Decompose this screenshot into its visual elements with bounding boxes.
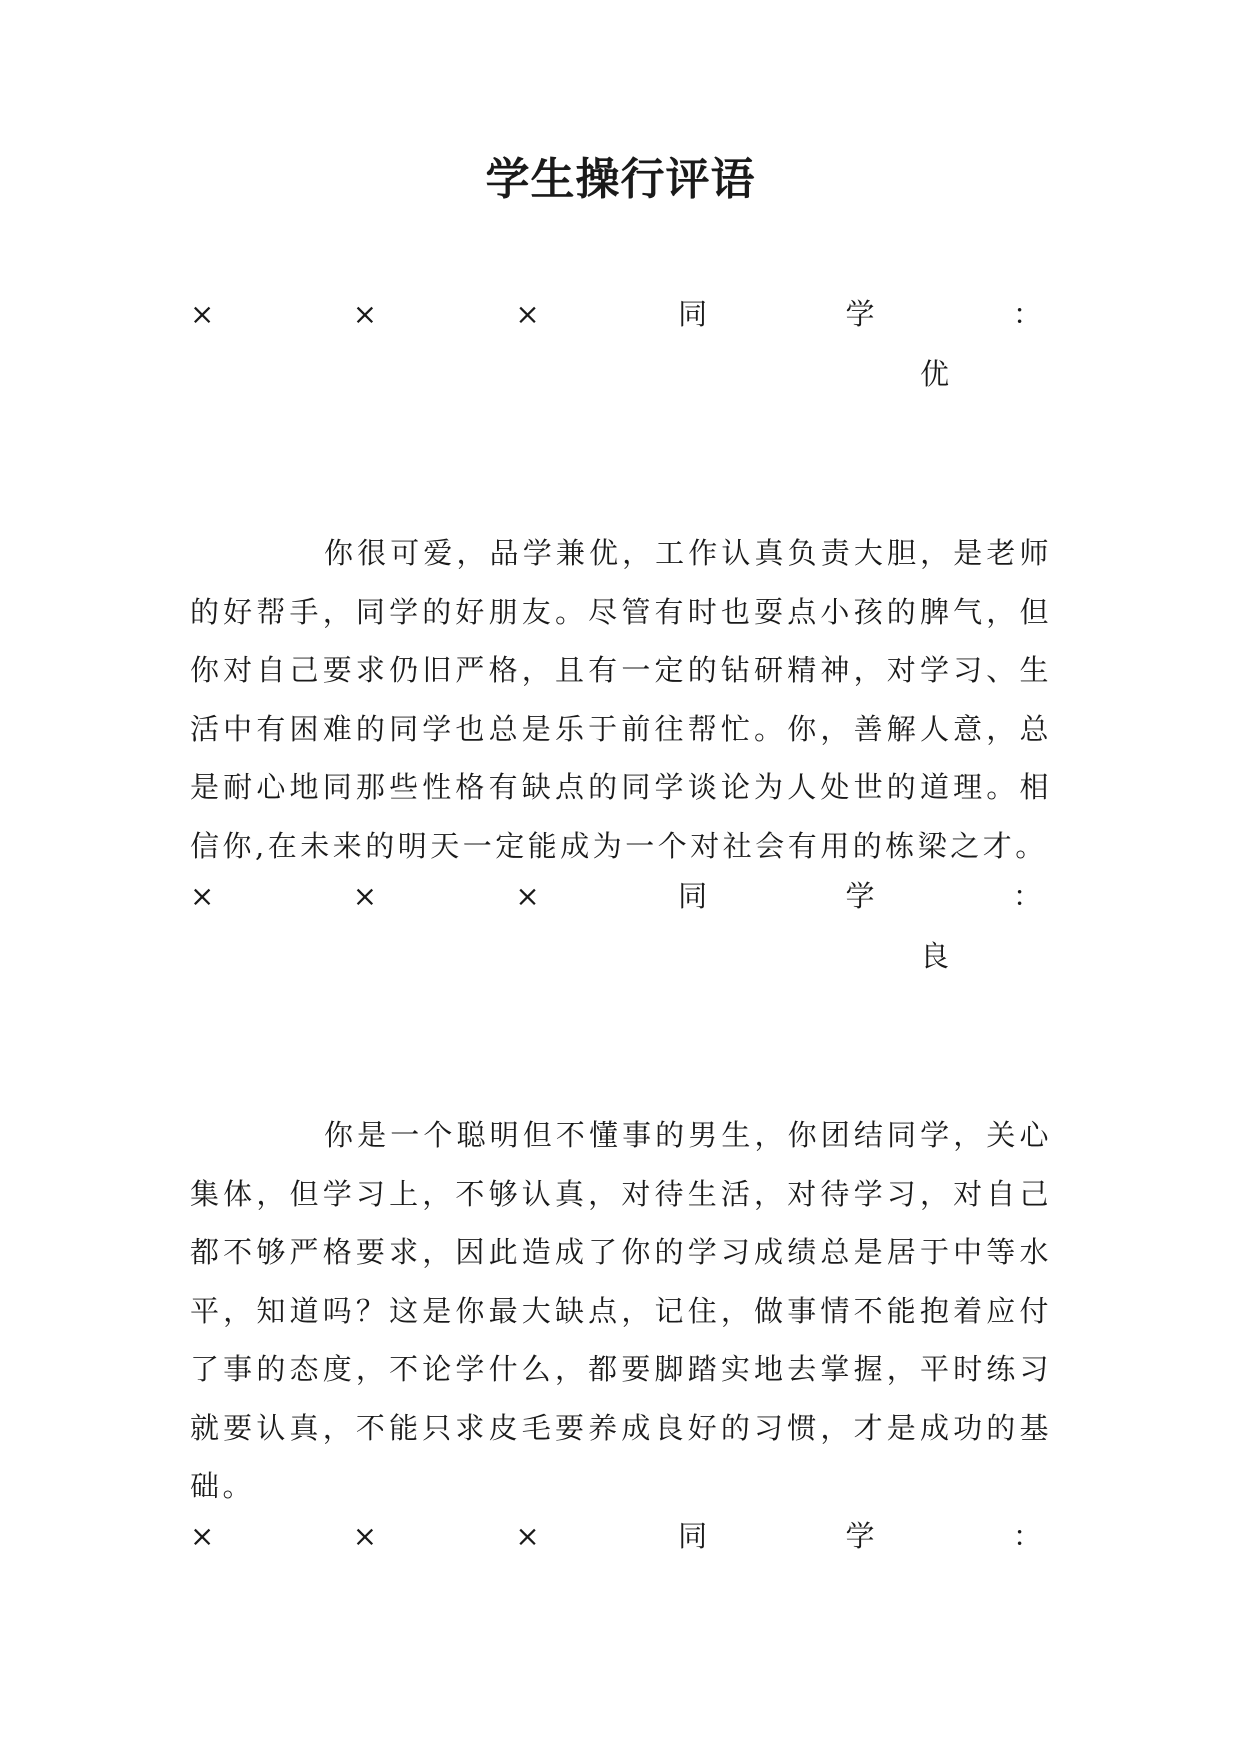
name-char: ： (1012, 1519, 1042, 1553)
name-char: × (515, 297, 540, 331)
name-char: × (352, 879, 378, 913)
comment-paragraph-1: 你很可爱，品学兼优，工作认真负责大胆，是老师的好帮手，同学的好朋友。尽管有时也耍点小孩的脾气，但你对自己要求仍旧严格，且有一定的钻研精神，对学习、生活中有困难的同学也总是乐于前往帮忙。你，善解人意，总是耐心地同那些性格有缺点的同学谈论为人处世的道理。相信你,在未来的明天一定能成为一个对社会有用的栋梁之才。 (190, 536, 1052, 863)
name-char: 同 (678, 297, 708, 331)
name-char: 学 (845, 879, 875, 913)
name-char: 学 (845, 297, 875, 331)
name-char: × (352, 1519, 378, 1553)
name-char: ： (1012, 879, 1042, 913)
name-char: 同 (678, 879, 708, 913)
name-char: × (190, 1519, 215, 1553)
student-name-line-3 (190, 1514, 1042, 1558)
comment-paragraph-2: 你是一个聪明但不懂事的男生，你团结同学，关心集体，但学习上，不够认真，对待生活，对待学习，对自己都不够严格要求，因此造成了你的学习成绩总是居于中等水平，知道吗？这是你最大缺点，记住，做事情不能抱着应付了事的态度，不论学什么，都要脚踏实地去掌握，平时练习就要认真，不能只求皮毛要养成良好的习惯，才是成功的基础。 (190, 1118, 1052, 1503)
document-title: 学生操行评语 (485, 154, 756, 205)
name-char: × (515, 1519, 540, 1553)
name-char: 学 (845, 1519, 875, 1553)
grade-label-1: 优 (920, 357, 950, 391)
name-char: × (190, 879, 215, 913)
grade-label-2: 良 (920, 939, 950, 973)
name-char: ： (1012, 297, 1042, 331)
student-name-line-2 (190, 874, 1042, 918)
name-char: × (190, 297, 215, 331)
student-name-line-1 (190, 292, 1042, 336)
name-char: 同 (678, 1519, 708, 1553)
name-char: × (352, 297, 378, 331)
name-char: × (515, 879, 540, 913)
